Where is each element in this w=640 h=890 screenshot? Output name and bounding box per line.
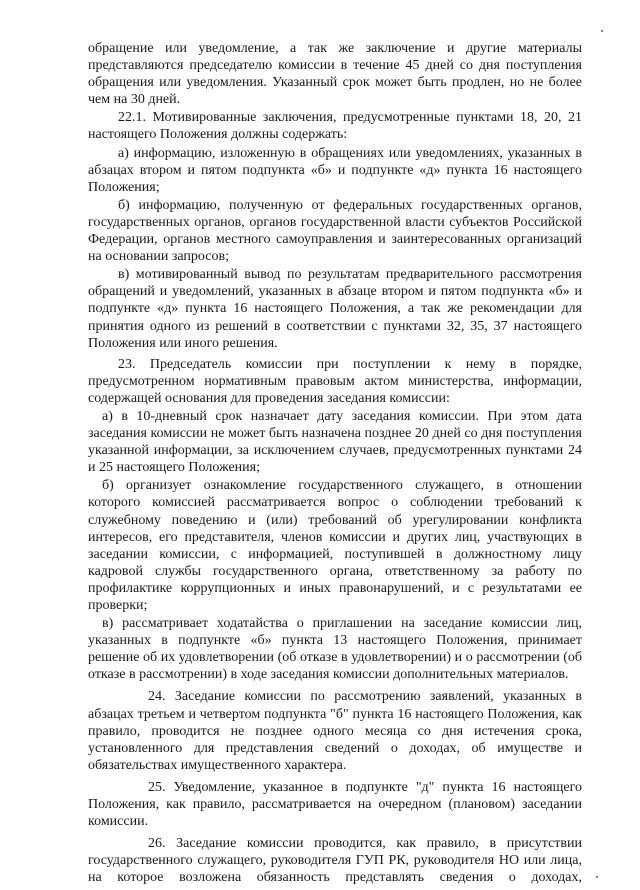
- paragraph-26: 26. Заседание комиссии проводится, как правило, в присутствии государственного служащего, руководителя ГУП РК, руководителя НО или лица, на которое возложена обязанность представлять сведения о доходах,: [88, 836, 582, 886]
- paragraph-22-1-b: б) информацию, полученную от федеральных государственных органов, государственных органов, органов государственной власти субъектов Российской Федерации, органов местного самоуправления и заинтересованных организаций на основании запросов;: [88, 197, 582, 265]
- paragraph-23-v: в) рассматривает ходатайства о приглашении на заседание комиссии лиц, указанных в подпункте «б» пункта 13 настоящего Положения, принимает решение об их удовлетворении (об отказе в удовлетворении) и о рассмотрении (об отказе в рассмотрении) в ходе заседания комиссии дополнительных материалов.: [88, 616, 582, 683]
- scan-speck: [596, 876, 598, 878]
- paragraph-continuation: обращение или уведомление, а так же заключение и другие материалы представляются председателю комиссии в течение 45 дней со дня поступления обращения или уведомления. Указанный срок может быть продлен, но не более чем на 30 дней.: [88, 41, 582, 108]
- paragraph-22-1: 22.1. Мотивированные заключения, предусмотренные пунктами 18, 20, 21 настоящего Положения должны содержать:: [88, 110, 582, 143]
- paragraph-24: 24. Заседание комиссии по рассмотрению заявлений, указанных в абзацах третьем и четвертом подпункта "б" пункта 16 настоящего Положения, как правило, проводится не позднее одного месяца со дня истечения срока, установленного для представления сведений о доходах, об имуществе и обязательствах имущественного характера.: [88, 689, 582, 773]
- paragraph-22-1-v: в) мотивированный вывод по результатам предварительного рассмотрения обращений и уведомлений, указанных в абзаце втором и пятом подпункта «б» и подпункте «д» пункта 16 настоящего Положения, а так же рекомендации для принятия одного из решений в соответствии с пунктами 32, 35, 37 настоящего Положения или иного решения.: [88, 267, 582, 351]
- paragraph-23-a: а) в 10-дневный срок назначает дату заседания комиссии. При этом дата заседания комиссии не может быть назначена позднее 20 дней со дня поступления указанной информации, за исключением случаев, предусмотренных пунктами 24 и 25 настоящего Положения;: [88, 408, 582, 476]
- paragraph-25: 25. Уведомление, указанное в подпункте "д" пункта 16 настоящего Положения, как правило, рассматривается на очередном (плановом) заседании комиссии.: [88, 779, 582, 830]
- paragraph-23-b: б) организует ознакомление государственного служащего, в отношении которого комиссией рассматривается вопрос о соблюдении требований к служебному поведению и (или) требований об урегулировании конфликта интересов, его представителя, членов комиссии и других лиц, участвующих в заседании комиссии, с информацией, поступившей в должностному лицу кадровой службы государственного органа, ответственному за работу по профилактике коррупционных и иных правонарушений, и с результатами ее проверки;: [88, 478, 582, 613]
- document-body: [88, 40, 582, 887]
- paragraph-22-1-a: а) информацию, изложенную в обращениях или уведомлениях, указанных в абзацах втором и пятом подпункта «б» и подпункте «д» пункта 16 настоящего Положения;: [88, 145, 582, 195]
- scan-speck: [601, 30, 603, 32]
- paragraph-23: 23. Председатель комиссии при поступлении к нему в порядке, предусмотренном нормативным правовым актом министерства, информации, содержащей основания для проведения заседания комиссии:: [88, 356, 582, 406]
